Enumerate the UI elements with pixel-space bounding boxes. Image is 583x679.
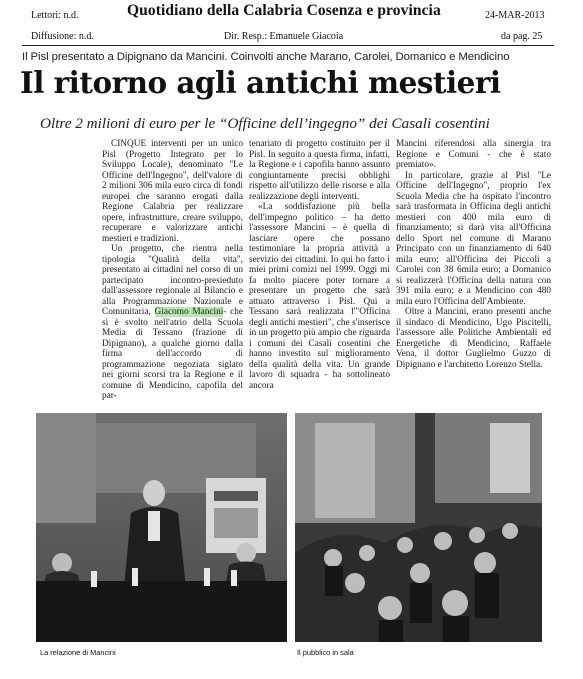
column-3-paragraph: Mancini riferendosi alla sinergia tra Regione e Comuni - che è stato premiato». bbox=[396, 139, 551, 170]
article-column-1 bbox=[102, 139, 243, 402]
photo-speaker bbox=[36, 413, 287, 642]
date-label: 24-MAR-2013 bbox=[485, 10, 545, 21]
column-3-paragraph: In particolare, grazie al Pisl "Le Officine dell'Ingegno", proprio l'ex Scuola Media che ha ospitato l'incontro sarà trasformata in Officina degli antichi mestieri con 400 mila euro di finanziamento; si darà vita all'Officina dello Sport nel comune di Marano Principato con un finanziamento di 640 mila euro; all'Officina dei Piccoli a Carolei con 38 6mila euro; a Domanico si realizzerà l'Officina della natura con 391 mila euro; e a Mendicino con 480 mila euro l'Officina dell'Ambiente. bbox=[396, 170, 551, 307]
article-column-3 bbox=[396, 139, 551, 370]
lettori-label: Lettori: n.d. bbox=[31, 10, 79, 21]
diffusione-label: Diffusione: n.d. bbox=[31, 31, 94, 42]
photo-audience-caption: Il pubblico in sala bbox=[297, 648, 354, 657]
column-2-paragraph: «La soddisfazione più bella dell'impegno politico – ha detto l'assessore Mancini – è quella di lasciare opere che possano testimoniare la propria attività a servizio dei cittadini. Io qui ho fatto i miei primi comizi nel 1999. Oggi mi fa molto piacere poter tornare a presentare un progetto che sarà attuato attraverso i Pisl. Qui a Tessano sarà realizzata l'"Officina degli antichi mestieri", che s'inserisce in un progetto più ampio che riguarda i comuni dei Casali cosentini che hanno investito sul miglioramento della qualità della vita. Un grande lavoro di squadra - ha sottolineato ancora bbox=[249, 202, 390, 391]
photo-audience-image bbox=[295, 413, 542, 642]
photo-speaker-caption: La relazione di Mancini bbox=[40, 648, 116, 657]
publication-name: Quotidiano della Calabria Cosenza e provincia bbox=[127, 2, 441, 19]
photo-audience bbox=[295, 413, 542, 642]
article-column-2 bbox=[249, 139, 390, 391]
article-subhead: Oltre 2 milioni di euro per le “Officine dell’ingegno” dei Casali cosentini bbox=[40, 115, 490, 132]
column-3-paragraph: Oltre a Mancini, erano presenti anche il sindaco di Mendicino, Ugo Piscitelli, l'assessore alle Politiche Ambientali ed Energetiche di Mendicino, Raffaele Vena, il dottor Guglielmo Guzzo di Dipignano e l'architetto Lorenzo Stella. bbox=[396, 307, 551, 370]
column-1-paragraph: CINQUE interventi per un unico Pisl (Progetto Integrato per lo Sviluppo Locale), denominato "Le Officine dell'Ingegno", dell'valore di 2 milioni 306 mila euro circa di fondi europei che saranno erogati dalla Regione Calabria per realizzare opere, infrastrutture, creare sviluppo, recuperare e valorizzare antichi mestieri e tradizioni. bbox=[102, 139, 243, 244]
header-rule bbox=[22, 45, 554, 46]
page-label: da pag. 25 bbox=[501, 31, 543, 42]
responsible-label: Dir. Resp.: Emanuele Giacoia bbox=[224, 31, 344, 42]
article-kicker: Il Pisl presentato a Dipignano da Mancini. Coinvolti anche Marano, Carolei, Domanico e Mendicino bbox=[22, 51, 510, 63]
column-1-paragraph: Un progetto, che rientra nella tipologia "Qualità della vita", presentato ai cittadini nel corso di un partecipato incontro-presieduto dall'assessore regionale al Bilancio e alla Programmazione Nazionale e Comunitaria, Giacomo Mancini- che si è svolto nell'atrio della Scuola Media di Tessano (frazione di Dipignano), a qualche giorno dalla firma dell'accordo di programmazione negoziata siglato nei giorni scorsi tra la Regione e il comune di Mendicino, capofila del par- bbox=[102, 244, 243, 401]
column-2-paragraph: tenariato di progetto costituito per il Pisl. In seguito a questa firma, infatti, la Regione e i capofila hanno assunto congiuntamente precisi obblighi rispetto all'utilizzo delle risorse e alla realizzazione degli interventi. bbox=[249, 139, 390, 202]
article-headline: Il ritorno agli antichi mestieri bbox=[20, 66, 501, 101]
highlighted-name: Giacomo Mancini bbox=[154, 307, 224, 317]
photo-speaker-image bbox=[36, 413, 287, 642]
